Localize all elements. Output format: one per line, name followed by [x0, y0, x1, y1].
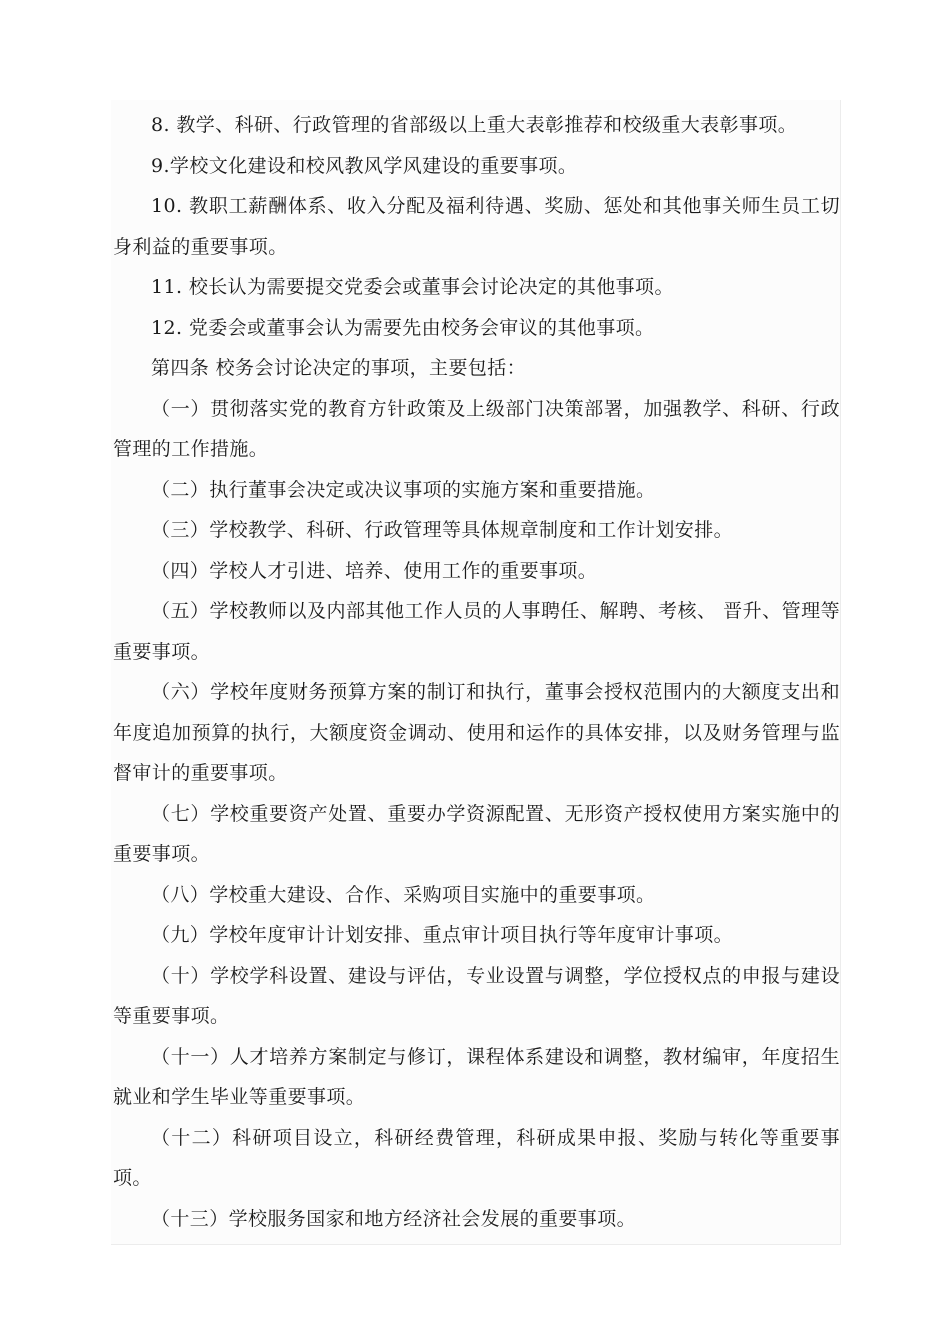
clause-11: （十一）人才培养方案制定与修订，课程体系建设和调整，教材编审，年度招生就业和学生毕业等重要事项。	[113, 1045, 840, 1108]
clause-9: （九）学校年度审计计划安排、重点审计项目执行等年度审计事项。	[151, 924, 734, 946]
clause-3: （三）学校教学、科研、行政管理等具体规章制度和工作计划安排。	[151, 519, 734, 541]
clause-8: （八）学校重大建设、合作、采购项目实施中的重要事项。	[151, 883, 656, 906]
article-4-heading: 第四条 校务会讨论决定的事项，主要包括：	[151, 357, 527, 379]
clause-1: （一）贯彻落实党的教育方针政策及上级部门决策部署，加强教学、科研、行政管理的工作措施。	[113, 397, 840, 460]
paragraph-item-8: 8. 教学、科研、行政管理的省部级以上重大表彰推荐和校级重大表彰事项。	[151, 114, 798, 136]
clause-7: （七）学校重要资产处置、重要办学资源配置、无形资产授权使用方案实施中的重要事项。	[113, 802, 840, 865]
paragraph-item-11: 11. 校长认为需要提交党委会或董事会讨论决定的其他事项。	[151, 276, 674, 298]
clause-6: （六）学校年度财务预算方案的制订和执行，董事会授权范围内的大额度支出和年度追加预算的执行，大额度资金调动、使用和运作的具体安排，以及财务管理与监督审计的重要事项。	[113, 681, 840, 784]
paragraph-item-9: 9.学校文化建设和校风教风学风建设的重要事项。	[151, 154, 578, 177]
clause-5: （五）学校教师以及内部其他工作人员的人事聘任、解聘、考核、 晋升、管理等重要事项。	[113, 600, 840, 663]
paragraph-item-12: 12. 党委会或董事会认为需要先由校务会审议的其他事项。	[151, 316, 655, 339]
document-body	[113, 105, 840, 1239]
clause-4: （四）学校人才引进、培养、使用工作的重要事项。	[151, 559, 598, 582]
paragraph-item-10: 10. 教职工薪酬体系、收入分配及福利待遇、奖励、惩处和其他事关师生员工切身利益的重要事项。	[113, 195, 840, 258]
clause-2: （二）执行董事会决定或决议事项的实施方案和重要措施。	[151, 478, 656, 501]
clause-12: （十二）科研项目设立，科研经费管理，科研成果申报、奖励与转化等重要事项。	[113, 1126, 840, 1189]
clause-13: （十三）学校服务国家和地方经济社会发展的重要事项。	[151, 1207, 637, 1230]
clause-10: （十）学校学科设置、建设与评估，专业设置与调整，学位授权点的申报与建设等重要事项。	[113, 964, 840, 1027]
